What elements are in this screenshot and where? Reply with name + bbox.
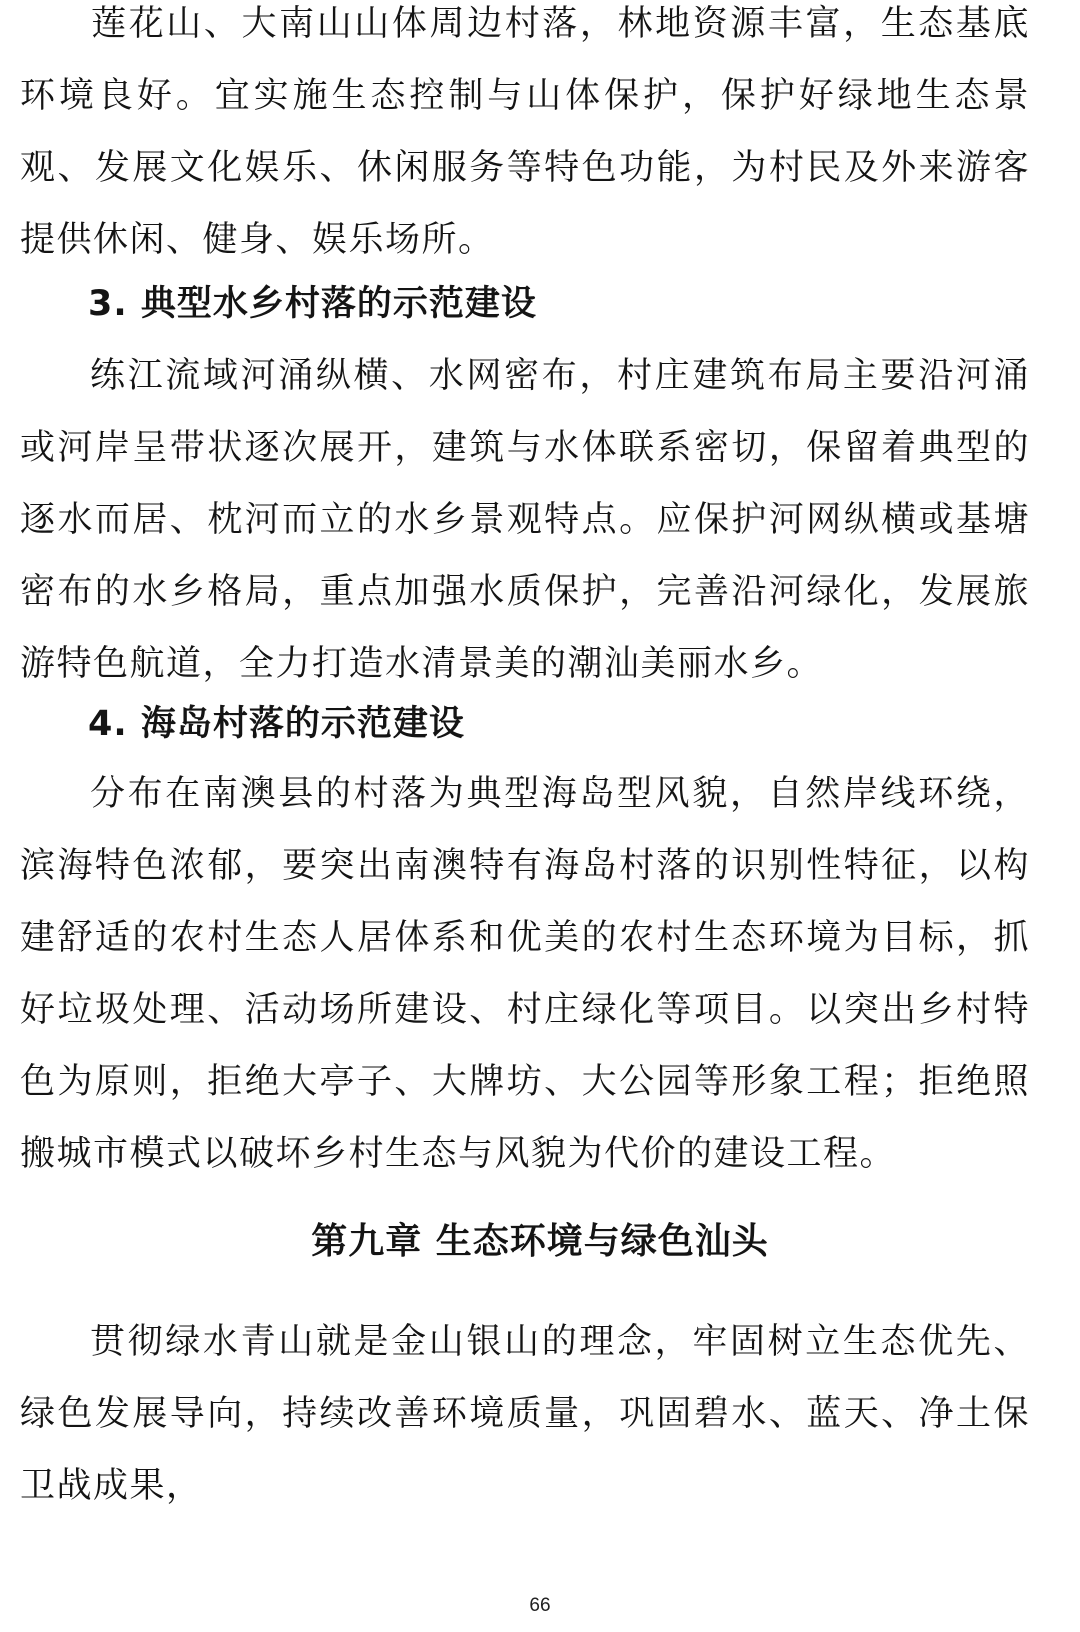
paragraph-island-villages: 分布在南澳县的村落为典型海岛型风貌，自然岸线环绕，滨海特色浓郁，要突出南澳特有海岛村落的识别性特征，以构建舒适的农村生态人居体系和优美的农村生态环境为目标，抓好垃圾处理、活动场所建设、村庄绿化等项目。以突出乡村特色为原则，拒绝大亭子、大牌坊、大公园等形象工程；拒绝照搬城市模式以破坏乡村生态与风貌为代价的建设工程。: [20, 774, 1030, 1174]
paragraph-water-villages: 练江流域河涌纵横、水网密布，村庄建筑布局主要沿河涌或河岸呈带状逐次展开，建筑与水体联系密切，保留着典型的逐水而居、枕河而立的水乡景观特点。应保护河网纵横或基塘密布的水乡格局，重点加强水质保护，完善沿河绿化，发展旅游特色航道，全力打造水清景美的潮汕美丽水乡。: [20, 356, 1030, 684]
section-heading-water-villages: 3. 典型水乡村落的示范建设: [88, 284, 537, 324]
chapter-title: 第九章 生态环境与绿色汕头: [311, 1221, 769, 1262]
paragraph-chapter-intro: 贯彻绿水青山就是金山银山的理念，牢固树立生态优先、绿色发展导向，持续改善环境质量，巩固碧水、蓝天、净土保卫战成果，: [20, 1322, 1030, 1506]
paragraph-mountain-villages: [20, 0, 1030, 276]
section-heading-island-villages: 4. 海岛村落的示范建设: [88, 704, 465, 744]
page-number: 66: [529, 1595, 551, 1616]
paragraph-mountain-villages-text: 莲花山、大南山山体周边村落，林地资源丰富，生态基底环境良好。宜实施生态控制与山体保护，保护好绿地生态景观、发展文化娱乐、休闲服务等特色功能，为村民及外来游客提供休闲、健身、娱乐场所。: [20, 4, 1030, 260]
